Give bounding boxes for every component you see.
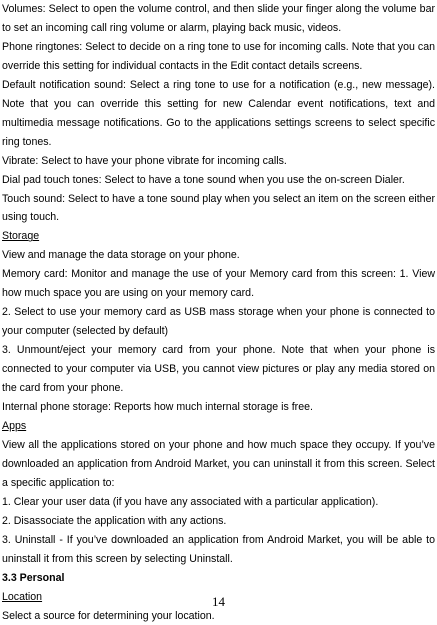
paragraph-dial-pad-touch-tones: Dial pad touch tones: Select to have a tone sound when you use the on-screen Dialer.: [2, 171, 435, 190]
paragraph-memory-card-2: 2. Select to use your memory card as USB mass storage when your phone is connected to your computer (selected by default): [2, 303, 435, 341]
paragraph-location-intro: Select a source for determining your location.: [2, 607, 435, 625]
section-heading-personal: 3.3 Personal: [2, 569, 435, 588]
section-heading-location: Location: [2, 588, 435, 607]
paragraph-internal-storage: Internal phone storage: Reports how much internal storage is free.: [2, 398, 435, 417]
document-body: [2, 0, 435, 625]
section-heading-storage: Storage: [2, 227, 435, 246]
paragraph-memory-card: Memory card: Monitor and manage the use of your Memory card from this screen: 1. View how much space you are using on your memory card.: [2, 265, 435, 303]
paragraph-touch-sound: Touch sound: Select to have a tone sound play when you select an item on the screen either using touch.: [2, 190, 435, 228]
paragraph-apps-2: 2. Disassociate the application with any actions.: [2, 512, 435, 531]
paragraph-storage-intro: View and manage the data storage on your phone.: [2, 246, 435, 265]
paragraph-memory-card-3: 3. Unmount/eject your memory card from your phone. Note that when your phone is connected to your computer via USB, you cannot view pictures or play any media stored on the card from your phone.: [2, 341, 435, 398]
paragraph-default-notification-sound: Default notification sound: Select a ring tone to use for a notification (e.g., new message). Note that you can override this setting for new Calendar event notifications, text and multimedia message notifications. Go to the applications settings screens to select specific ring tones.: [2, 76, 435, 152]
paragraph-vibrate: Vibrate: Select to have your phone vibrate for incoming calls.: [2, 152, 435, 171]
paragraph-apps-3: 3. Uninstall - If you’ve downloaded an application from Android Market, you will be able to uninstall it from this screen by selecting Uninstall.: [2, 531, 435, 569]
paragraph-apps-intro: View all the applications stored on your phone and how much space they occupy. If you’ve downloaded an application from Android Market, you can uninstall it from this screen. Select a specific application to:: [2, 436, 435, 493]
page-number: 14: [0, 594, 437, 610]
paragraph-volumes: Volumes: Select to open the volume control, and then slide your finger along the volume bar to set an incoming call ring volume or alarm, playing back music, videos.: [2, 0, 435, 38]
section-heading-apps: Apps: [2, 417, 435, 436]
paragraph-phone-ringtones: Phone ringtones: Select to decide on a ring tone to use for incoming calls. Note that you can override this setting for individual contacts in the Edit contact details screens.: [2, 38, 435, 76]
paragraph-apps-1: 1. Clear your user data (if you have any associated with a particular application).: [2, 493, 435, 512]
